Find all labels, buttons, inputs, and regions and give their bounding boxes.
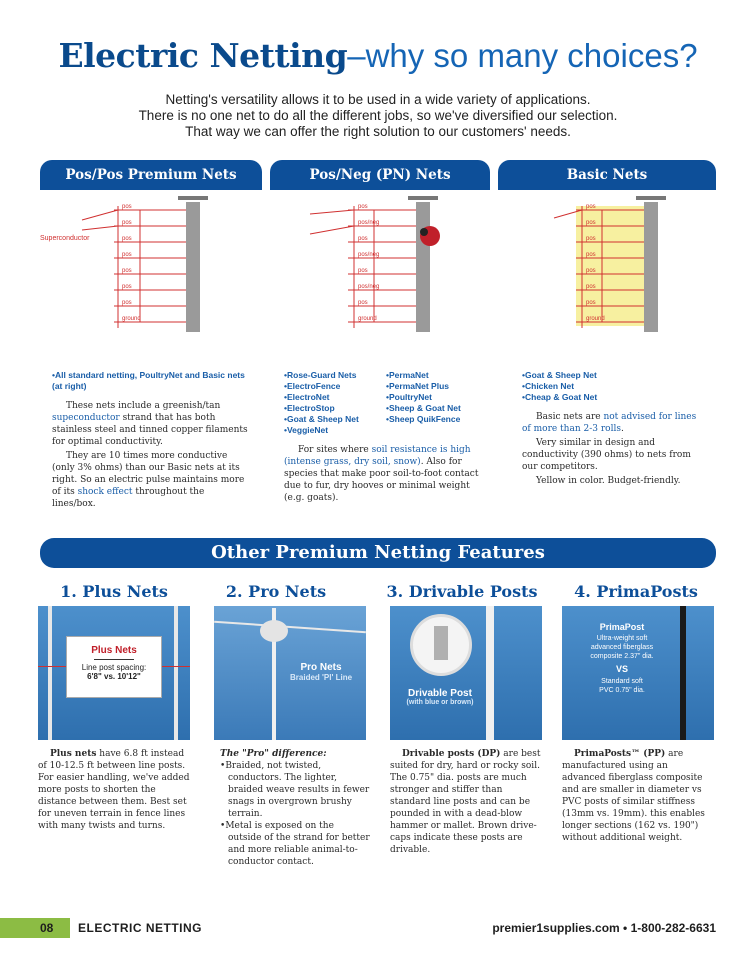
feature-title-plus: 1. Plus Nets xyxy=(60,582,168,601)
list-item: • PermaNet Plus xyxy=(386,381,480,392)
plus-nets-text: Plus nets have 6.8 ft instead of 10-12.5 ft between line posts. For easier handling, we've added more posts to shorten the distance between them. Best set for uneven terrain in fence lines with many twists and turns. xyxy=(38,749,190,831)
intro-text xyxy=(0,92,756,140)
list-item: • PermaNet xyxy=(386,370,480,381)
pro-nets-photo xyxy=(214,606,366,740)
svg-text:pos: pos xyxy=(122,236,132,242)
list-item: • ElectroNet xyxy=(284,392,378,403)
prima-card-line: composite 2.37" dia. xyxy=(590,653,654,660)
paragraph: Very similar in design and conductivity (390 ohms) to nets from our competitors. xyxy=(522,438,691,472)
list-item: • Braided, not twisted, conductors. The lighter, braided weave results in fewer snags in overgrown brushy terrain. xyxy=(220,760,370,820)
svg-text:pos: pos xyxy=(358,268,368,274)
list-item: • PoultryNet xyxy=(386,392,480,403)
drivable-photo-label: (with blue or brown) xyxy=(406,699,474,706)
list-item: • Goat & Sheep Net xyxy=(284,414,378,425)
intro-line: Netting's versatility allows it to be used in a wide variety of applications. xyxy=(165,92,591,107)
list-item: • Metal is exposed on the outside of the strand for better and more reliable animal-to-conductor contact. xyxy=(220,820,370,868)
svg-text:pos: pos xyxy=(358,300,368,306)
drivable-photo-label: Drivable Post xyxy=(408,688,472,699)
svg-text:ground: ground xyxy=(586,316,605,322)
svg-text:pos: pos xyxy=(586,236,596,242)
feature-title-prima: 4. PrimaPosts xyxy=(574,582,698,601)
prima-card-line: Standard soft xyxy=(601,678,643,685)
prima-card-line: Ultra-weight soft xyxy=(596,635,648,642)
svg-text:pos: pos xyxy=(122,204,132,210)
list-item: • Cheap & Goat Net xyxy=(522,392,702,403)
svg-text:pos: pos xyxy=(358,204,368,210)
tab-pos-pos: Pos/Pos Premium Nets xyxy=(40,160,262,190)
plus-nets-photo xyxy=(38,606,190,740)
svg-text:ground: ground xyxy=(122,316,141,322)
prima-card-vs: VS xyxy=(615,664,628,674)
pos-pos-description xyxy=(52,370,250,512)
svg-text:pos: pos xyxy=(358,236,368,242)
svg-text:pos: pos xyxy=(586,284,596,290)
prima-card-title: PrimaPost xyxy=(599,622,645,632)
list-item: • All standard netting, PoultryNet and Basic nets (at right) xyxy=(52,370,250,392)
pos-pos-bullets xyxy=(52,370,250,392)
svg-text:pos: pos xyxy=(586,300,596,306)
pos-pos-diagram xyxy=(40,196,262,356)
svg-text:pos: pos xyxy=(122,220,132,226)
drivable-post-photo xyxy=(390,606,542,740)
tab-basic: Basic Nets xyxy=(498,160,716,190)
svg-text:pos: pos xyxy=(122,284,132,290)
plus-card-title: Plus Nets xyxy=(91,645,137,656)
list-item: • Rose-Guard Nets xyxy=(284,370,378,381)
features-banner: Other Premium Netting Features xyxy=(40,538,716,568)
primapost-photo xyxy=(562,606,714,740)
paragraph: These nets include a greenish/tan supeconductor strand that has both stainless steel and tinned copper filaments for optimal conductivity. xyxy=(52,401,248,447)
pos-neg-diagram xyxy=(270,196,490,356)
plus-card-line: Line post spacing: xyxy=(81,663,147,672)
pro-photo-label: Braided 'Pl' Line xyxy=(290,673,353,682)
feature-title-pro: 2. Pro Nets xyxy=(225,582,327,601)
svg-text:pos: pos xyxy=(586,220,596,226)
intro-line: That way we can offer the right solution to our customers' needs. xyxy=(185,124,571,139)
svg-text:pos: pos xyxy=(122,252,132,258)
paragraph: For sites where soil resistance is high (intense grass, dry soil, snow). Also for species that make poor soil-to-foot contact due to fur, dry hooves or minimal weight (e.g. goats). xyxy=(284,445,479,503)
list-item: • Chicken Net xyxy=(522,381,702,392)
drivable-posts-text: Drivable posts (DP) are best suited for dry, hard or rocky soil. The 0.75" dia. posts are much stronger and stiffer than standard line posts and can be pounded in with a dead-blow hammer or mallet. Brown drive-caps indicate these posts are drivable. xyxy=(390,749,541,855)
pos-neg-description xyxy=(284,370,480,506)
website-phone: premier1supplies.com • 1-800-282-6631 xyxy=(492,921,716,935)
basic-description xyxy=(522,370,702,489)
pos-neg-bullets-left xyxy=(284,370,378,436)
prima-card-line: PVC 0.75" dia. xyxy=(599,687,645,694)
svg-text:ground: ground xyxy=(358,316,377,322)
page-number: 08 xyxy=(0,918,70,938)
primaposts-text: PrimaPosts™ (PP) are manufactured using an advanced fiberglass composite and are smaller in diameter vs PVC posts of similar stiffness (13mm vs. 19mm). this enables longer sections (162 vs. 190") without additional weight. xyxy=(562,749,705,843)
pro-photo-label: Pro Nets xyxy=(300,662,342,673)
svg-text:pos: pos xyxy=(586,252,596,258)
superconductor-label: Superconductor xyxy=(40,235,90,242)
paragraph: They are 10 times more conductive (only 3% ohms) than our Basic nets at its right. So an electric pulse maintains more of its shock effect throughout the lines/box. xyxy=(52,451,245,509)
svg-text:pos: pos xyxy=(586,204,596,210)
svg-text:pos/neg: pos/neg xyxy=(358,220,380,226)
paragraph: Yellow in color. Budget-friendly. xyxy=(536,476,681,486)
plus-card-line: 6'8" vs. 10'12" xyxy=(87,672,141,681)
list-item: • ElectroStop xyxy=(284,403,378,414)
pro-nets-text: The "Pro" difference: • Braided, not twisted, conductors. The lighter, braided weave results in fewer snags in overgrown brushy terrain. • Metal is exposed on the outside of the strand for better and more reliable animal-to-conductor contact. xyxy=(220,748,370,868)
list-item: • Sheep & Goat Net xyxy=(386,403,480,414)
intro-line: There is no one net to do all the different jobs, so we've diversified our selection. xyxy=(138,108,618,123)
title-bold: Electric Netting xyxy=(58,36,348,75)
feature-title-drivable: 3. Drivable Posts xyxy=(386,582,538,601)
svg-text:pos/neg: pos/neg xyxy=(358,252,380,258)
basic-bullets xyxy=(522,370,702,403)
paragraph: Basic nets are not advised for lines of more than 2-3 rolls. xyxy=(522,412,697,434)
tab-pos-neg: Pos/Neg (PN) Nets xyxy=(270,160,490,190)
basic-diagram xyxy=(498,196,716,356)
page-footer xyxy=(0,914,756,940)
list-item: • ElectroFence xyxy=(284,381,378,392)
svg-text:pos: pos xyxy=(122,300,132,306)
svg-text:pos: pos xyxy=(586,268,596,274)
list-item: • Goat & Sheep Net xyxy=(522,370,702,381)
prima-card-line: advanced fiberglass xyxy=(590,644,654,651)
pos-neg-bullets-right xyxy=(386,370,480,436)
svg-text:pos/neg: pos/neg xyxy=(358,284,380,290)
svg-text:pos: pos xyxy=(122,268,132,274)
section-name: ELECTRIC NETTING xyxy=(78,921,202,935)
page-title xyxy=(0,36,756,75)
title-light: –why so many choices? xyxy=(347,37,698,74)
list-item: • VeggieNet xyxy=(284,425,378,436)
list-item: • Sheep QuikFence xyxy=(386,414,480,425)
